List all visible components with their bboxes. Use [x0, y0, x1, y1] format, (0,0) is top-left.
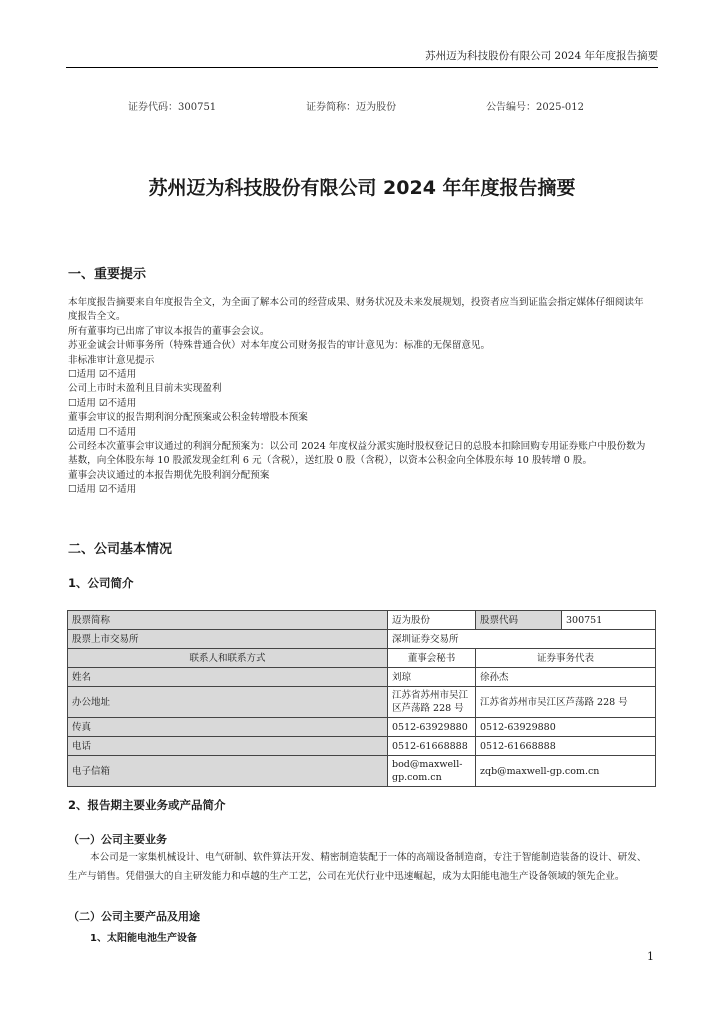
table-row: [68, 687, 656, 718]
table-cell: 徐孙杰: [476, 668, 656, 687]
note-line: 公司经本次董事会审议通过的利润分配预案为：以公司 2024 年度权益分派实施时股权登记日的总股本扣除回购专用证券账户中股份数为基数，向全体股东每 10 股派发现金红利 6 元（含税），送红股 0 股（含税），以资本公积金向全体股东每 10 股转增 0 股。: [68, 441, 646, 467]
company-profile-table: [67, 610, 656, 787]
table-cell: 0512-63929880: [388, 718, 476, 737]
table-label: 股票上市交易所: [68, 630, 388, 649]
section-heading-important: 一、重要提示: [68, 267, 147, 282]
table-cell: 深圳证券交易所: [388, 630, 656, 649]
page-number: 1: [647, 950, 654, 963]
table-cell: bod@maxwell-gp.com.cn: [388, 756, 476, 787]
products-heading: （二）公司主要产品及用途: [68, 910, 200, 923]
table-row: [68, 756, 656, 787]
table-label: 电话: [68, 737, 388, 756]
table-cell: zqb@maxwell-gp.com.cn: [476, 756, 656, 787]
checkbox-line: ☐适用 ☑不适用: [68, 397, 137, 409]
checkbox-line: ☐适用 ☑不适用: [68, 484, 137, 496]
note-line: 苏亚金诚会计师事务所（特殊普通合伙）对本年度公司财务报告的审计意见为：标准的无保留意见。: [68, 340, 491, 352]
table-label: 联系人和联系方式: [68, 649, 388, 668]
checkbox-line: ☑适用 ☐不适用: [68, 426, 137, 438]
table-label: 股票简称: [68, 611, 388, 630]
table-cell: 江苏省苏州市吴江区芦荡路 228 号: [388, 687, 476, 718]
table-row: [68, 718, 656, 737]
table-row: [68, 649, 656, 668]
table-row: [68, 737, 656, 756]
table-cell: 0512-63929880: [476, 718, 656, 737]
note-line: 所有董事均已出席了审议本报告的董事会会议。: [68, 325, 270, 337]
section-heading-company: 二、公司基本情况: [68, 542, 173, 557]
product-item: 1、太阳能电池生产设备: [90, 933, 197, 944]
stock-code: 证券代码：300751: [128, 102, 217, 113]
table-row: [68, 630, 656, 649]
table-label: 股票代码: [476, 611, 562, 630]
document-title: 苏州迈为科技股份有限公司 2024 年年度报告摘要: [148, 177, 576, 199]
table-header: 证券事务代表: [476, 649, 656, 668]
subsection-company-profile: 1、公司简介: [68, 576, 134, 590]
checkbox-line: ☐适用 ☑不适用: [68, 369, 137, 381]
stock-short-name: 证券简称：迈为股份: [306, 102, 397, 113]
table-row: [68, 668, 656, 687]
table-label: 办公地址: [68, 687, 388, 718]
note-line: 董事会决议通过的本报告期优先股利润分配预案: [68, 469, 270, 481]
table-cell: 江苏省苏州市吴江区芦荡路 228 号: [476, 687, 656, 718]
table-row: [68, 611, 656, 630]
table-header: 董事会秘书: [388, 649, 476, 668]
table-label: 传真: [68, 718, 388, 737]
subsection-main-business: 2、报告期主要业务或产品简介: [68, 798, 226, 812]
business-description: 本公司是一家集机械设计、电气研制、软件算法开发、精密制造装配于一体的高端设备制造商，专注于智能制造装备的设计、研发、生产与销售。凭借强大的自主研发能力和卓越的生产工艺，公司在光伏行业中迅速崛起，成为太阳能电池生产设备领域的领先企业。: [68, 852, 647, 882]
table-label: 姓名: [68, 668, 388, 687]
note-line: 非标准审计意见提示: [68, 354, 155, 366]
note-line: 本年度报告摘要来自年度报告全文，为全面了解本公司的经营成果、财务状况及未来发展规划，投资者应当到证监会指定媒体仔细阅读年度报告全文。: [68, 297, 644, 323]
business-heading: （一）公司主要业务: [68, 833, 167, 846]
table-cell: 刘琼: [388, 668, 476, 687]
notice-number: 公告编号：2025-012: [486, 102, 584, 113]
note-line: 公司上市时未盈利且目前未实现盈利: [68, 383, 222, 395]
table-cell: 迈为股份: [388, 611, 476, 630]
table-cell: 0512-61668888: [476, 737, 656, 756]
table-cell: 300751: [562, 611, 656, 630]
note-line: 董事会审议的报告期利润分配预案或公积金转增股本预案: [68, 412, 308, 424]
announcement-meta: [128, 98, 584, 113]
important-notes: [68, 296, 653, 498]
table-cell: 0512-61668888: [388, 737, 476, 756]
running-header: 苏州迈为科技股份有限公司 2024 年年度报告摘要: [66, 48, 658, 68]
table-label: 电子信箱: [68, 756, 388, 787]
